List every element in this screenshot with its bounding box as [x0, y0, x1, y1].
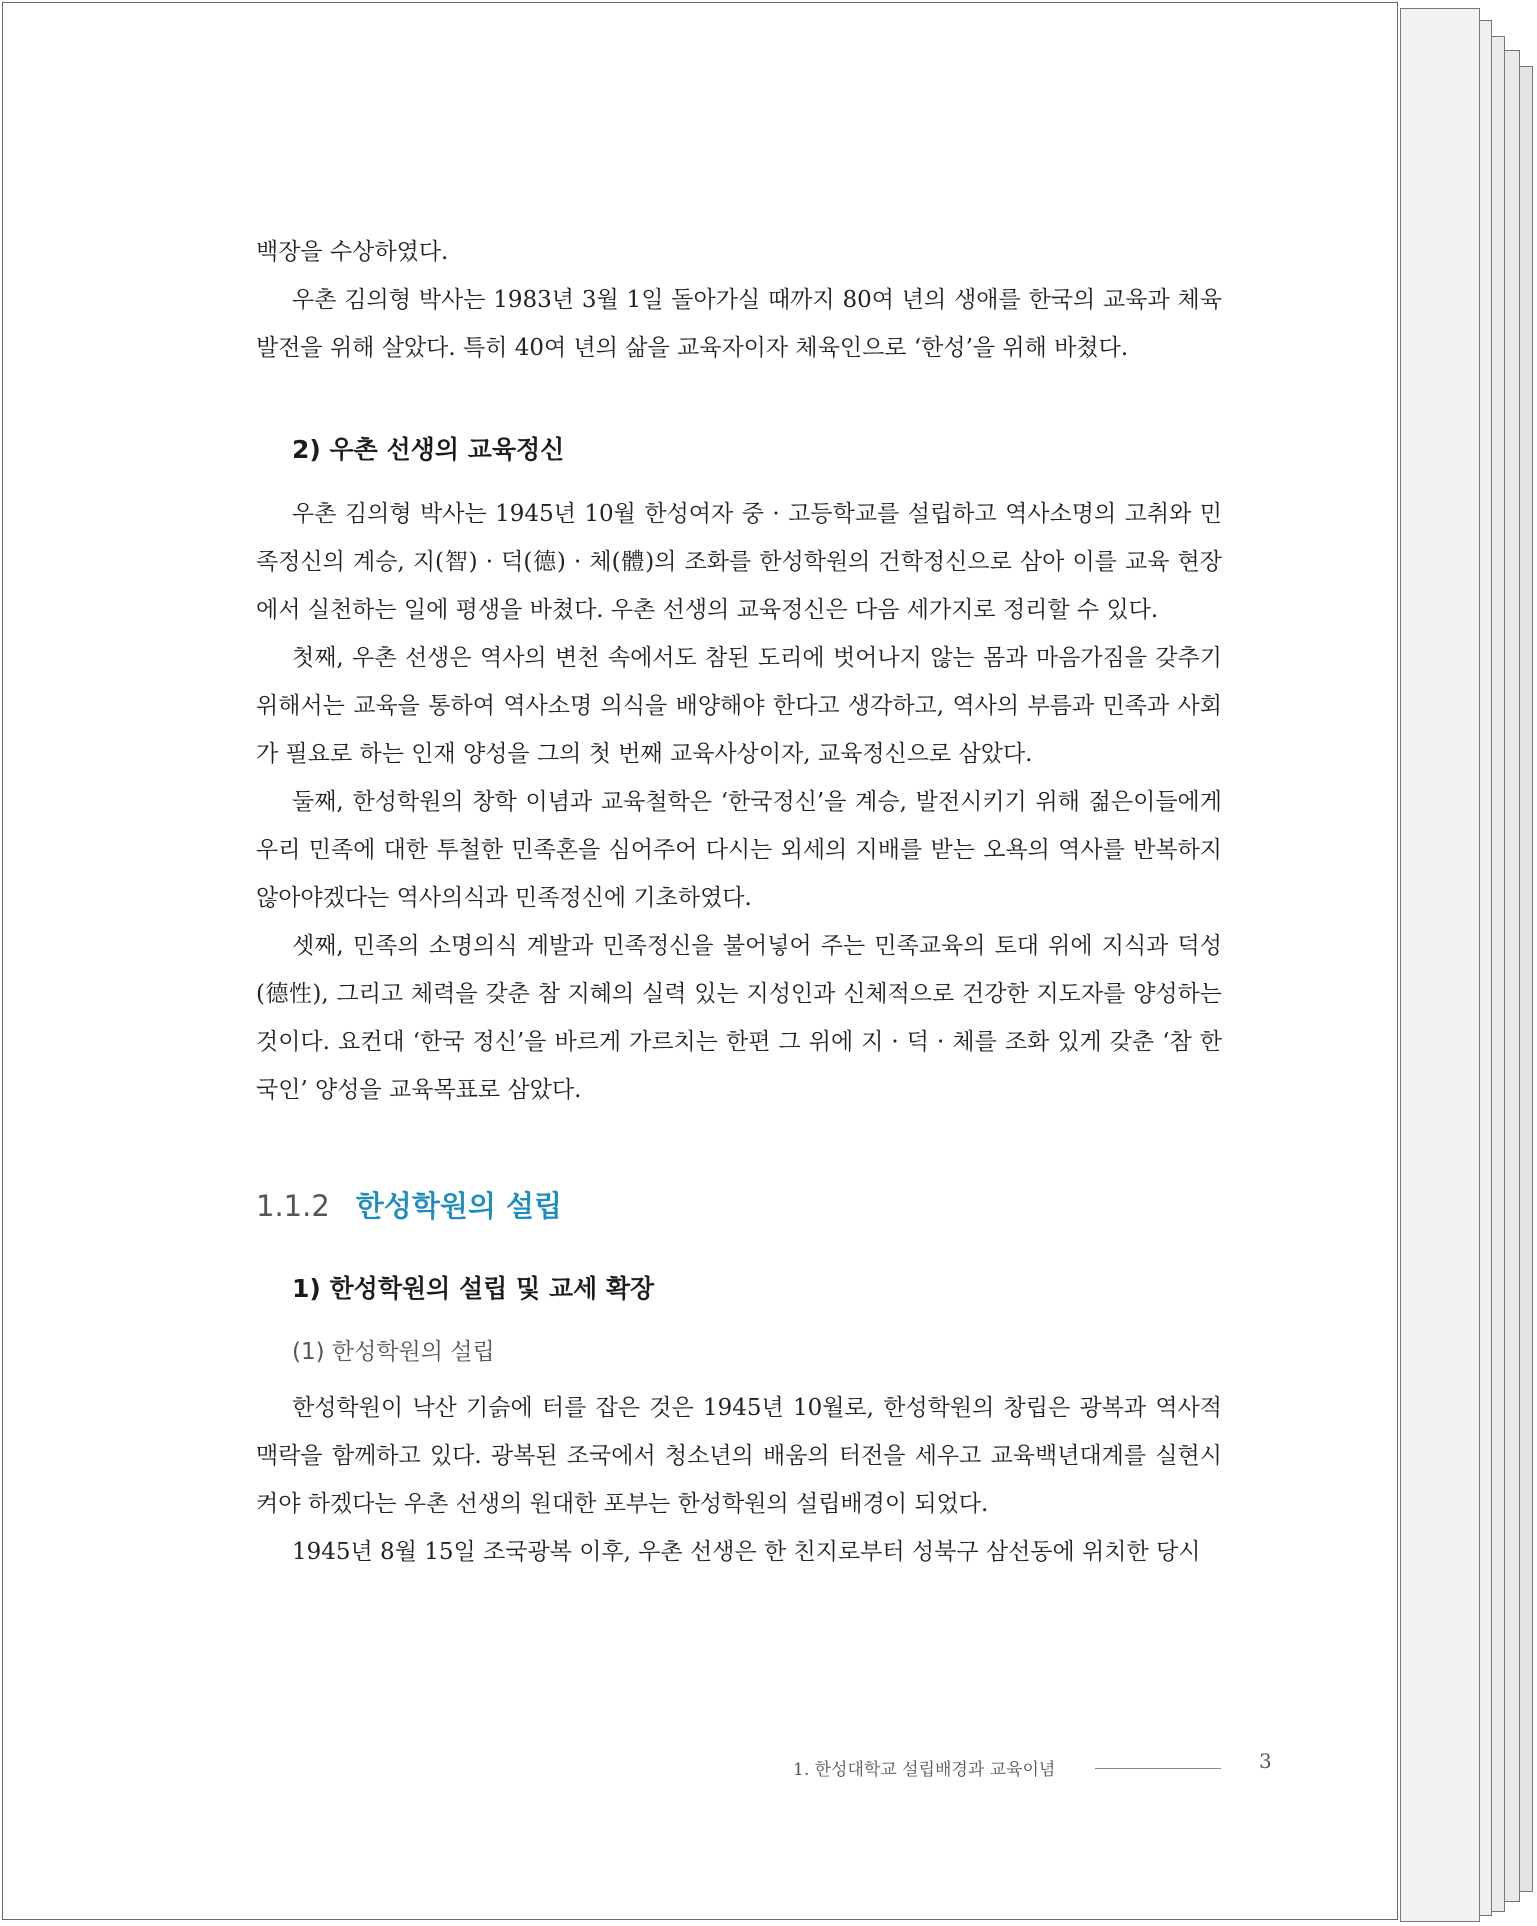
chapter-number: 1.1.2 [256, 1189, 330, 1223]
running-title: 1. 한성대학교 설립배경과 교육이념 [793, 1760, 1056, 1780]
body-paragraph: 우촌 김의형 박사는 1983년 3월 1일 돌아가실 때까지 80여 년의 생애를 한국의 교육과 체육 발전을 위해 살았다. 특히 40여 년의 삶을 교육자이자 체육인으로 ‘한성’을 위해 바쳤다. [256, 287, 1222, 361]
body-paragraph: 첫째, 우촌 선생은 역사의 변천 속에서도 참된 도리에 벗어나지 않는 몸과 마음가짐을 갖추기 위해서는 교육을 통하여 역사소명 의식을 배양해야 한다고 생각하고, 역사의 부름과 민족과 사회가 필요로 하는 인재 양성을 그의 첫 번째 교육사상이자, 교육정신으로 삼았다. [256, 645, 1222, 767]
body-paragraph: 1945년 8월 15일 조국광복 이후, 우촌 선생은 한 친지로부터 성북구 삼선동에 위치한 당시 [292, 1539, 1201, 1565]
page-edge [1400, 8, 1480, 1922]
section-heading: 1) 한성학원의 설립 및 교세 확장 [292, 1274, 655, 1303]
body-paragraph: 한성학원이 낙산 기슭에 터를 잡은 것은 1945년 10월로, 한성학원의 창립은 광복과 역사적 맥락을 함께하고 있다. 광복된 조국에서 청소년의 배움의 터전을 세우고 교육백년대계를 실현시켜야 하겠다는 우촌 선생의 원대한 포부는 한성학원의 설립배경이 되었다. [256, 1395, 1222, 1517]
section-heading: 2) 우촌 선생의 교육정신 [292, 435, 565, 464]
body-paragraph: 우촌 김의형 박사는 1945년 10월 한성여자 중 · 고등학교를 설립하고 역사소명의 고취와 민족정신의 계승, 지(智) · 덕(德) · 체(體)의 조화를 한성학원의 건학정신으로 삼아 이를 교육 현장에서 실천하는 일에 평생을 바쳤다. 우촌 선생의 교육정신은 다음 세가지로 정리할 수 있다. [256, 501, 1222, 623]
chapter-title: 한성학원의 설립 [355, 1189, 562, 1223]
body-paragraph: 둘째, 한성학원의 창학 이념과 교육철학은 ‘한국정신’을 계승, 발전시키기 위해 젊은이들에게 우리 민족에 대한 투철한 민족혼을 심어주어 다시는 외세의 지배를 받는 오욕의 역사를 반복하지 않아야겠다는 역사의식과 민족정신에 기초하였다. [256, 789, 1222, 911]
page-content [256, 228, 1222, 1576]
chapter-heading [256, 1184, 1222, 1225]
body-paragraph: 백장을 수상하였다. [256, 239, 449, 265]
subsection-heading: (1) 한성학원의 설립 [292, 1339, 495, 1365]
page-number: 3 [1259, 1749, 1272, 1773]
body-paragraph: 셋째, 민족의 소명의식 계발과 민족정신을 불어넣어 주는 민족교육의 토대 위에 지식과 덕성(德性), 그리고 체력을 갖춘 참 지혜의 실력 있는 지성인과 신체적으로 건강한 지도자를 양성하는 것이다. 요컨대 ‘한국 정신’을 바르게 가르치는 한편 그 위에 지 · 덕 · 체를 조화 있게 갖춘 ‘참 한국인’ 양성을 교육목표로 삼았다. [256, 933, 1222, 1103]
footer-rule [1095, 1768, 1221, 1769]
book-page [2, 2, 1398, 1920]
page-footer [793, 1749, 1273, 1785]
